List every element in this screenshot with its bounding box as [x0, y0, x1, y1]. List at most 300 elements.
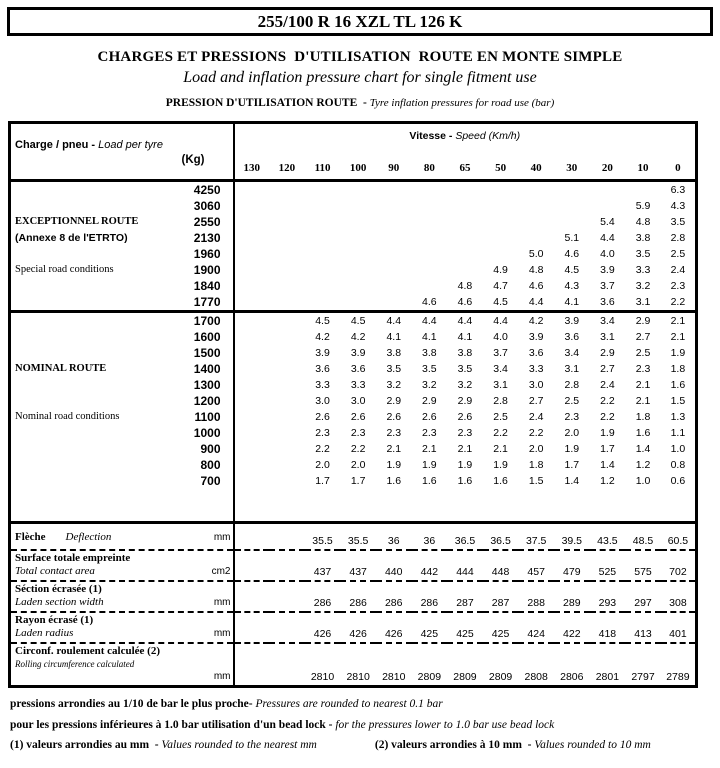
speed-col-header: 50 [495, 162, 507, 174]
metric-value-cell: 2808 [518, 643, 554, 687]
pressure-cell: 2.4 [670, 264, 686, 276]
metric-value-cell: 440 [376, 550, 412, 581]
section-label: (Annexe 8 de l'ETRTO) [15, 232, 128, 244]
load-value: 1400 [193, 362, 221, 376]
pressure-cell [340, 246, 376, 262]
metric-value-cell: 286 [376, 581, 412, 612]
pressure-cell: 3.9 [528, 331, 544, 343]
pressure-cell: 1.9 [670, 347, 686, 359]
pressure-cell [590, 181, 626, 199]
pressure-cell [412, 181, 448, 199]
pressure-cell: 4.1 [457, 331, 473, 343]
footnote-text: pour les pressions inférieures à 1.0 bar utilisation d'un bead lock - [10, 718, 336, 731]
metric-header-cell [10, 643, 234, 687]
pressure-cell: 1.9 [386, 459, 402, 471]
pressure-cell [340, 198, 376, 214]
pressure-cell: 2.1 [670, 331, 686, 343]
pressure-cell: 4.3 [564, 280, 580, 292]
pressure-cell: 1.5 [528, 475, 544, 487]
pressure-cell [269, 312, 305, 330]
row-header-content [11, 345, 233, 361]
pressure-cell [483, 198, 519, 214]
metric-value-cell: 2809 [447, 643, 483, 687]
metric-row [10, 523, 697, 551]
pressure-cell: 3.5 [457, 363, 473, 375]
load-row [10, 312, 697, 330]
load-row [10, 329, 697, 345]
pressure-cell: 2.3 [457, 427, 473, 439]
load-row [10, 230, 697, 246]
load-label-fr: Charge / pneu - [15, 139, 99, 151]
pressure-cell: 6.3 [670, 184, 686, 196]
pressure-cell [518, 181, 554, 199]
pressure-cell: 1.3 [670, 411, 686, 423]
metric-value-cell: 286 [412, 581, 448, 612]
speed-col-header: 40 [530, 162, 542, 174]
speed-col-header: 90 [388, 162, 400, 174]
load-label-en: Load per tyre [98, 139, 163, 151]
metric-row [10, 612, 697, 643]
pressure-cell: 4.7 [493, 280, 508, 292]
pressure-cell [269, 441, 305, 457]
pressure-cell [554, 181, 590, 199]
pressure-cell: 4.8 [635, 216, 651, 228]
load-value: 1000 [193, 426, 221, 440]
pressure-cell: 3.2 [457, 379, 473, 391]
row-header-content [11, 457, 233, 473]
pressure-cell: 2.8 [493, 395, 508, 407]
pressure-cell: 2.1 [422, 443, 437, 455]
row-header-content [11, 214, 233, 230]
row-header-cell [10, 425, 234, 441]
pressure-cell [234, 345, 270, 361]
pressure-cell: 3.9 [315, 347, 330, 359]
pressure-cell: 2.7 [528, 395, 544, 407]
pressure-cell: 4.2 [315, 331, 330, 343]
metric-value-cell: 2789 [661, 643, 697, 687]
pressure-cell: 1.6 [422, 475, 437, 487]
pressure-cell: 4.6 [564, 248, 580, 260]
section-label: NOMINAL ROUTE [15, 363, 107, 374]
pressure-cell: 2.1 [635, 395, 651, 407]
footnote-line [10, 715, 720, 736]
metric-value-cell: 2809 [412, 643, 448, 687]
pressure-cell: 3.5 [670, 216, 686, 228]
speed-header-cell [234, 123, 697, 152]
row-header-content [11, 262, 233, 278]
pressure-cell [269, 425, 305, 441]
metric-value-cell [234, 643, 270, 687]
speed-col-header: 10 [637, 162, 649, 174]
pressure-cell: 2.4 [528, 411, 544, 423]
pressure-cell [376, 230, 412, 246]
metric-value-cell: 702 [661, 550, 697, 581]
load-value: 1900 [193, 263, 221, 277]
pressure-cell: 3.8 [457, 347, 473, 359]
pressure-cell [554, 198, 590, 214]
pressure-cell: 3.4 [564, 347, 580, 359]
pressure-cell: 2.4 [600, 379, 615, 391]
pressure-cell [269, 361, 305, 377]
pressure-cell: 1.8 [635, 411, 651, 423]
metric-value-cell: 35.5 [305, 523, 341, 551]
pressure-cell: 1.6 [386, 475, 402, 487]
pressure-cell: 3.0 [315, 395, 330, 407]
metric-value-cell: 525 [590, 550, 626, 581]
spacer-row [10, 489, 697, 523]
pressure-cell: 2.9 [422, 395, 437, 407]
load-row [10, 198, 697, 214]
metric-row [10, 581, 697, 612]
row-header-cell [10, 345, 234, 361]
pressure-cell: 1.6 [457, 475, 473, 487]
tyre-designation-title: 255/100 R 16 XZL TL 126 K [7, 7, 713, 36]
pressure-cell: 3.7 [493, 347, 508, 359]
metric-label-fr: Séction écrasée (1) [15, 583, 102, 595]
pressure-cell [483, 214, 519, 230]
row-header-cell [10, 214, 234, 230]
metric-label-fr: Flèche [15, 531, 46, 543]
load-row [10, 457, 697, 473]
pressure-cell: 1.6 [635, 427, 651, 439]
row-header-cell [10, 377, 234, 393]
metric-value-cell: 457 [518, 550, 554, 581]
pressure-cell [234, 441, 270, 457]
pressure-cell [269, 473, 305, 489]
metric-value-cell [269, 612, 305, 643]
metric-value-cell: 36 [412, 523, 448, 551]
metric-unit: mm [213, 628, 231, 639]
metric-value-cell: 448 [483, 550, 519, 581]
pressure-cell: 3.6 [600, 296, 615, 308]
row-header-cell [10, 278, 234, 294]
pressure-section-heading [0, 97, 720, 109]
pressure-cell [234, 361, 270, 377]
metric-value-cell: 287 [483, 581, 519, 612]
spacer-left [10, 489, 234, 523]
pressure-cell: 2.3 [635, 363, 651, 375]
metric-value-cell: 39.5 [554, 523, 590, 551]
pressure-cell: 4.6 [457, 296, 473, 308]
pressure-cell: 4.5 [340, 312, 376, 330]
pressure-cell [269, 278, 305, 294]
metric-value-cell: 2810 [340, 643, 376, 687]
pressure-cell: 2.6 [386, 411, 402, 423]
pressure-cell [412, 246, 448, 262]
load-value: 1100 [194, 410, 221, 424]
load-row [10, 361, 697, 377]
metric-value-cell: 2806 [554, 643, 590, 687]
metric-value-cell: 442 [412, 550, 448, 581]
pressure-cell: 2.2 [315, 443, 330, 455]
metric-value-cell: 2797 [625, 643, 661, 687]
pressure-cell: 3.5 [386, 363, 402, 375]
load-row [10, 473, 697, 489]
pressure-cell: 1.9 [422, 459, 437, 471]
metric-value-cell: 2809 [483, 643, 519, 687]
pressure-cell: 1.7 [564, 459, 580, 471]
metric-value-cell: 36.5 [483, 523, 519, 551]
pressure-cell [269, 457, 305, 473]
pressure-cell: 4.5 [564, 264, 580, 276]
pressure-cell: 2.2 [528, 427, 544, 439]
row-header-content [11, 377, 233, 393]
row-header-cell [10, 198, 234, 214]
footnote-text: Pressures are rounded to nearest 0.1 bar [255, 698, 443, 710]
load-value: 1300 [193, 378, 221, 392]
pressure-cell: 3.9 [350, 347, 366, 359]
pressure-cell: 2.7 [600, 363, 615, 375]
pressure-cell: 4.5 [493, 296, 508, 308]
metric-value-cell: 287 [447, 581, 483, 612]
pressure-cell [518, 230, 554, 246]
pressure-cell [305, 214, 341, 230]
pressure-cell: 4.5 [305, 312, 341, 330]
pressure-cell [234, 181, 270, 199]
pressure-cell [234, 393, 270, 409]
metric-value-cell: 308 [661, 581, 697, 612]
pressure-cell: 4.6 [422, 296, 437, 308]
load-value: 1770 [193, 295, 221, 309]
pressure-cell [447, 214, 483, 230]
row-header-cell [10, 329, 234, 345]
pressure-cell: 2.6 [422, 411, 437, 423]
pressure-cell [234, 214, 270, 230]
pressure-cell [376, 198, 412, 214]
metric-value-cell: 35.5 [340, 523, 376, 551]
row-header-content [11, 182, 233, 198]
pressure-cell [305, 198, 341, 214]
pressure-cell [234, 278, 270, 294]
metric-value-cell: 422 [554, 612, 590, 643]
load-value: 2550 [193, 215, 221, 229]
pressure-cell: 2.1 [661, 312, 697, 330]
pressure-cell: 2.5 [635, 347, 651, 359]
metric-value-cell [269, 643, 305, 687]
metric-value-cell: 2810 [305, 643, 341, 687]
load-row [10, 345, 697, 361]
metric-value-cell: 60.5 [661, 523, 697, 551]
load-row [10, 377, 697, 393]
pressure-cell: 5.0 [528, 248, 544, 260]
pressure-cell [447, 198, 483, 214]
pressure-cell [269, 409, 305, 425]
row-header-cell [10, 361, 234, 377]
metric-value-cell: 426 [340, 612, 376, 643]
spacer-right [234, 489, 697, 523]
metric-value-cell [234, 612, 270, 643]
metric-header-cell [10, 581, 234, 612]
pressure-cell: 1.9 [457, 459, 473, 471]
load-row [10, 425, 697, 441]
metric-value-cell: 413 [625, 612, 661, 643]
pressure-cell: 3.0 [350, 395, 366, 407]
load-row [10, 278, 697, 294]
metric-value-cell [269, 523, 305, 551]
load-value: 1960 [193, 247, 221, 261]
pressure-cell: 2.6 [350, 411, 366, 423]
pressure-cell: 3.1 [564, 363, 580, 375]
pressure-cell [554, 214, 590, 230]
pressure-cell: 2.3 [350, 427, 366, 439]
pressure-cell [518, 214, 554, 230]
metric-value-cell: 36 [376, 523, 412, 551]
pressure-cell: 2.1 [457, 443, 473, 455]
pressure-cell [518, 198, 554, 214]
row-header-cell [10, 262, 234, 278]
pressure-cell: 1.4 [564, 475, 580, 487]
pressure-cell [269, 329, 305, 345]
pressure-cell [447, 246, 483, 262]
load-row [10, 294, 697, 312]
pressure-cell [412, 278, 448, 294]
metric-value-cell: 437 [305, 550, 341, 581]
metric-value-cell [269, 581, 305, 612]
pressure-cell: 3.2 [422, 379, 437, 391]
row-header-cell [10, 473, 234, 489]
pressure-cell: 3.5 [635, 248, 651, 260]
metric-value-cell: 425 [447, 612, 483, 643]
row-header-content [11, 409, 233, 425]
pressure-cell [447, 230, 483, 246]
pressure-cell [234, 457, 270, 473]
pressure-cell: 3.3 [528, 363, 544, 375]
pressure-cell: 3.6 [315, 363, 330, 375]
load-value: 1840 [193, 279, 221, 293]
speed-label-fr: Vitesse - [409, 130, 456, 142]
pressure-cell: 1.0 [670, 443, 686, 455]
pressure-cell: 2.9 [625, 312, 661, 330]
pressure-cell: 5.4 [600, 216, 615, 228]
pressure-cell: 2.0 [315, 459, 330, 471]
pressure-cell: 3.8 [386, 347, 402, 359]
pressure-cell: 4.2 [350, 331, 366, 343]
footnote-text: (1) valeurs arrondies au mm - [10, 739, 162, 751]
pressure-cell [340, 294, 376, 312]
pressure-cell: 3.4 [590, 312, 626, 330]
pressure-cell: 3.9 [554, 312, 590, 330]
pressure-cell: 5.9 [635, 200, 651, 212]
row-header-cell [10, 230, 234, 246]
pressure-cell: 2.5 [564, 395, 580, 407]
metric-value-cell: 479 [554, 550, 590, 581]
speed-col-header: 65 [459, 162, 471, 174]
footnote-line [10, 735, 720, 756]
row-header-cell [10, 393, 234, 409]
row-header-content [11, 441, 233, 457]
metric-value-cell [269, 550, 305, 581]
pressure-cell [234, 294, 270, 312]
pressure-cell [340, 278, 376, 294]
pressure-cell: 1.2 [635, 459, 651, 471]
footnote-text: pressions arrondies au 1/10 de bar le plus proche- [10, 698, 256, 710]
pressure-cell [269, 262, 305, 278]
pressure-cell: 2.2 [493, 427, 508, 439]
pressure-cell: 2.0 [564, 427, 580, 439]
pressure-cell: 3.5 [422, 363, 437, 375]
metric-label-line [15, 627, 231, 640]
metric-value-cell: 286 [305, 581, 341, 612]
footnote-text: (2) valeurs arrondies à 10 mm - [374, 739, 535, 751]
pressure-cell: 2.1 [635, 379, 651, 391]
pressure-cell [305, 278, 341, 294]
pressure-cell: 1.9 [493, 459, 508, 471]
pressure-cell: 1.7 [315, 475, 330, 487]
row-header-content [11, 278, 233, 294]
pressure-cell: 2.9 [386, 395, 402, 407]
pressure-cell: 4.4 [483, 312, 519, 330]
pressure-cell: 4.4 [376, 312, 412, 330]
metric-value-cell: 288 [518, 581, 554, 612]
row-header-content [11, 361, 233, 377]
row-header-content [11, 230, 233, 246]
section-label: Nominal road conditions [15, 411, 120, 422]
pressure-cell: 3.3 [315, 379, 330, 391]
speed-col-header: 120 [278, 162, 296, 174]
pressure-cell [305, 294, 341, 312]
row-header-cell [10, 312, 234, 330]
speed-label-en: Speed (Km/h) [455, 130, 521, 142]
pressure-cell: 3.1 [635, 296, 651, 308]
metric-row [10, 643, 697, 687]
pressure-cell: 2.3 [386, 427, 402, 439]
pressure-cell: 4.1 [422, 331, 437, 343]
metric-row [10, 550, 697, 581]
pressure-cell: 2.7 [635, 331, 651, 343]
metric-label-line [15, 565, 231, 578]
row-header-cell [10, 246, 234, 262]
pressure-cell: 1.7 [600, 443, 615, 455]
metric-value-cell: 437 [340, 550, 376, 581]
pressure-cell [447, 181, 483, 199]
pressure-cell [234, 262, 270, 278]
metric-label-en: Rolling circumference calculated [15, 659, 135, 669]
pressure-cell: 2.0 [350, 459, 366, 471]
speed-col-header: 130 [243, 162, 261, 174]
pressure-cell [234, 246, 270, 262]
pressure-cell: 3.8 [635, 232, 651, 244]
pressure-cell: 2.3 [422, 427, 437, 439]
pressure-cell: 3.6 [350, 363, 366, 375]
speed-col-header: 30 [566, 162, 578, 174]
row-header-cell [10, 409, 234, 425]
pressure-cell [483, 230, 519, 246]
load-value: 4250 [193, 183, 221, 197]
metric-unit: mm [213, 671, 231, 682]
pressure-cell: 4.2 [518, 312, 554, 330]
pressure-cell: 2.8 [670, 232, 686, 244]
metric-value-cell: 2801 [590, 643, 626, 687]
pressure-cell: 3.0 [528, 379, 544, 391]
footnotes [10, 694, 720, 756]
row-header-content [11, 393, 233, 409]
pressure-cell: 2.1 [493, 443, 508, 455]
pressure-cell: 4.1 [564, 296, 580, 308]
pressure-cell: 2.2 [600, 411, 615, 423]
pressure-cell: 3.2 [386, 379, 402, 391]
pressure-heading-en: Tyre inflation pressures for road use (bar) [369, 97, 555, 109]
pressure-cell: 3.9 [600, 264, 615, 276]
pressure-cell [269, 393, 305, 409]
load-row [10, 409, 697, 425]
pressure-cell: 3.4 [493, 363, 508, 375]
table-body [10, 181, 697, 687]
speed-col-header: 80 [423, 162, 435, 174]
load-value: 1700 [193, 314, 221, 328]
metric-value-cell: 418 [590, 612, 626, 643]
metric-value-cell: 37.5 [518, 523, 554, 551]
pressure-cell: 3.7 [600, 280, 615, 292]
